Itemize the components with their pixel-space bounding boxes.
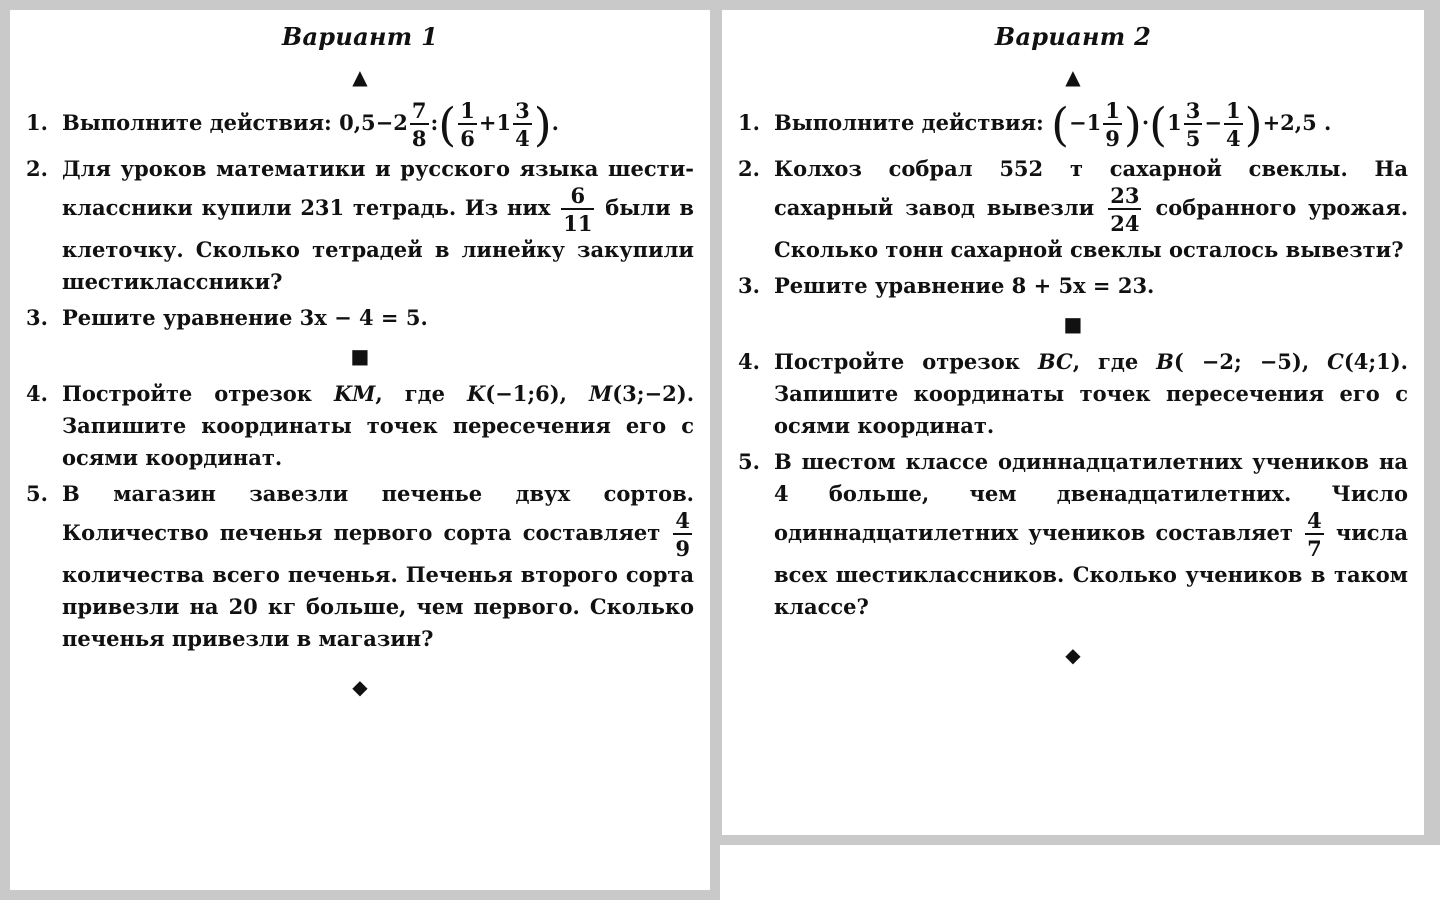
variant-1-panel — [10, 10, 710, 890]
square-icon: ■ — [350, 344, 370, 368]
denominator: 24 — [1110, 211, 1140, 236]
denominator: 4 — [515, 126, 530, 151]
v1-problem-4 — [10, 378, 710, 474]
denominator: 9 — [675, 536, 691, 561]
equation: 8 + 5x = 23. — [1011, 273, 1155, 298]
problem-text: Запишите координаты точек пересечения его с осями координат. — [774, 381, 1408, 438]
problem-text: количества всего печенья. Печенья второго сорта привезли на 20 кг больше, чем первого. Сколько печенья привезли в магазин? — [62, 562, 694, 651]
fraction — [1103, 100, 1122, 149]
whole-part: 1 — [496, 110, 512, 135]
v1-problem-5 — [10, 478, 710, 655]
whole-part: 2 — [393, 110, 408, 135]
point-name: C — [1327, 349, 1344, 374]
whole-part: 1 — [1086, 110, 1102, 135]
v2-problem-1 — [722, 97, 1424, 152]
problem-number: 1. — [26, 110, 48, 135]
v2-problem-4 — [722, 346, 1424, 442]
triangle-icon: ▲ — [352, 65, 368, 89]
point-coords: (4;1). — [1343, 349, 1408, 374]
problem-number: 4. — [738, 349, 760, 374]
numerator: 3 — [1185, 98, 1201, 123]
v2-problem-3 — [722, 270, 1424, 302]
triangle-icon: ▲ — [1065, 65, 1081, 89]
numerator: 7 — [411, 98, 427, 123]
v1-problem-1 — [10, 97, 710, 152]
operator: − — [1204, 110, 1222, 135]
problem-text: Колхоз собрал 552 т сахарной свеклы. На сахарный завод вывезли — [774, 156, 1408, 220]
denominator: 5 — [1185, 126, 1201, 151]
point-coords: (3;−2). — [612, 381, 695, 406]
denominator: 4 — [1225, 126, 1241, 151]
diamond-icon: ◆ — [352, 675, 368, 699]
numerator: 23 — [1110, 183, 1140, 208]
problem-text: были в клеточку. Сколько тетрадей в линейку закупили шестиклассники? — [62, 195, 695, 294]
numerator: 1 — [1105, 98, 1120, 123]
denominator: 7 — [1307, 536, 1322, 561]
numerator: 1 — [1225, 98, 1241, 123]
problem-lead: Решите уравнение — [62, 305, 293, 330]
problem-text: числа всех шестиклассников. Сколько учеников в таком классе? — [774, 520, 1408, 619]
term: +2,5 . — [1262, 110, 1332, 135]
problem-number: 3. — [26, 305, 48, 330]
right-paren: ) — [533, 97, 552, 152]
numerator: 4 — [675, 508, 691, 533]
equation: 3x − 4 = 5. — [299, 305, 428, 330]
variant-1-title: Вариант 1 — [281, 22, 439, 51]
point-name: B — [1156, 349, 1174, 374]
point-coords: (−1;6), — [485, 381, 567, 406]
operator: · — [1141, 110, 1150, 135]
problem-number: 1. — [738, 110, 760, 135]
segment-name: BC — [1037, 349, 1073, 374]
term: 0,5 — [339, 110, 376, 135]
fraction — [458, 100, 477, 149]
v1-problem-3 — [10, 302, 710, 334]
problem-text: собранного урожая. Сколько тонн сахарной свеклы осталось вывезти? — [774, 195, 1409, 262]
problem-text: Постройте отрезок — [62, 381, 312, 406]
fraction — [1305, 510, 1324, 559]
operator: : — [430, 110, 439, 135]
operator: + — [478, 110, 497, 135]
fraction — [1184, 100, 1203, 149]
problem-number: 5. — [26, 481, 48, 506]
problem-text: , где — [1072, 349, 1139, 374]
denominator: 11 — [563, 211, 593, 236]
numerator: 6 — [561, 185, 594, 210]
variant-2-panel — [722, 10, 1424, 835]
problem-number: 5. — [738, 449, 760, 474]
operator: − — [1069, 110, 1087, 135]
problem-text: , где — [375, 381, 445, 406]
v2-problem-5 — [722, 446, 1424, 623]
problem-number: 4. — [26, 381, 48, 406]
problem-lead: Решите уравнение — [774, 273, 1005, 298]
point-name: K — [466, 381, 486, 406]
square-icon: ■ — [1063, 312, 1083, 336]
left-paren: ( — [438, 97, 457, 152]
variant-2-title: Вариант 2 — [994, 22, 1152, 51]
fraction — [1108, 185, 1141, 234]
left-paren: ( — [1051, 97, 1070, 152]
problem-number: 2. — [738, 156, 760, 181]
fraction — [1224, 100, 1243, 149]
denominator: 8 — [411, 126, 427, 151]
problem-number: 3. — [738, 273, 760, 298]
v1-expression — [339, 97, 559, 152]
v2-expression — [1051, 97, 1332, 152]
page-margin — [720, 845, 1440, 900]
numerator: 3 — [515, 98, 530, 123]
fraction — [673, 510, 692, 559]
v2-problem-2 — [722, 153, 1424, 266]
right-paren: ) — [1123, 97, 1142, 152]
whole-part: 1 — [1167, 110, 1182, 135]
fraction — [561, 185, 594, 234]
problem-lead: Выполните действия: — [62, 110, 332, 135]
v1-problem-2 — [10, 153, 710, 298]
fraction — [513, 100, 532, 149]
denominator: 9 — [1105, 126, 1120, 151]
left-paren: ( — [1149, 97, 1168, 152]
problem-text: Постройте отрезок — [774, 349, 1020, 374]
operator: − — [375, 110, 394, 135]
problem-text: Для уроков математики и русского языка шести-классники купили 231 тетрадь. Из них — [62, 156, 694, 220]
problem-lead: Выполните действия: — [774, 110, 1044, 135]
segment-name: KM — [333, 381, 376, 406]
fraction — [410, 100, 429, 149]
period: . — [551, 110, 559, 135]
right-paren: ) — [1244, 97, 1263, 152]
diamond-icon: ◆ — [1065, 643, 1081, 667]
problem-text: Запишите координаты точек пересечения его с осями координат. — [62, 413, 694, 470]
problem-number: 2. — [26, 156, 48, 181]
denominator: 6 — [460, 126, 475, 151]
problem-text: В магазин завезли печенье двух сортов. Количество печенья первого сорта составляет — [62, 481, 694, 545]
numerator: 1 — [460, 98, 475, 123]
point-name: M — [589, 381, 613, 406]
problem-text: В шестом классе одиннадцатилетних учеников на 4 больше, чем двенадцатилетних. Число одиннадцатилетних учеников составляет — [774, 449, 1408, 545]
numerator: 4 — [1307, 508, 1322, 533]
point-coords: ( −2; −5), — [1173, 349, 1310, 374]
